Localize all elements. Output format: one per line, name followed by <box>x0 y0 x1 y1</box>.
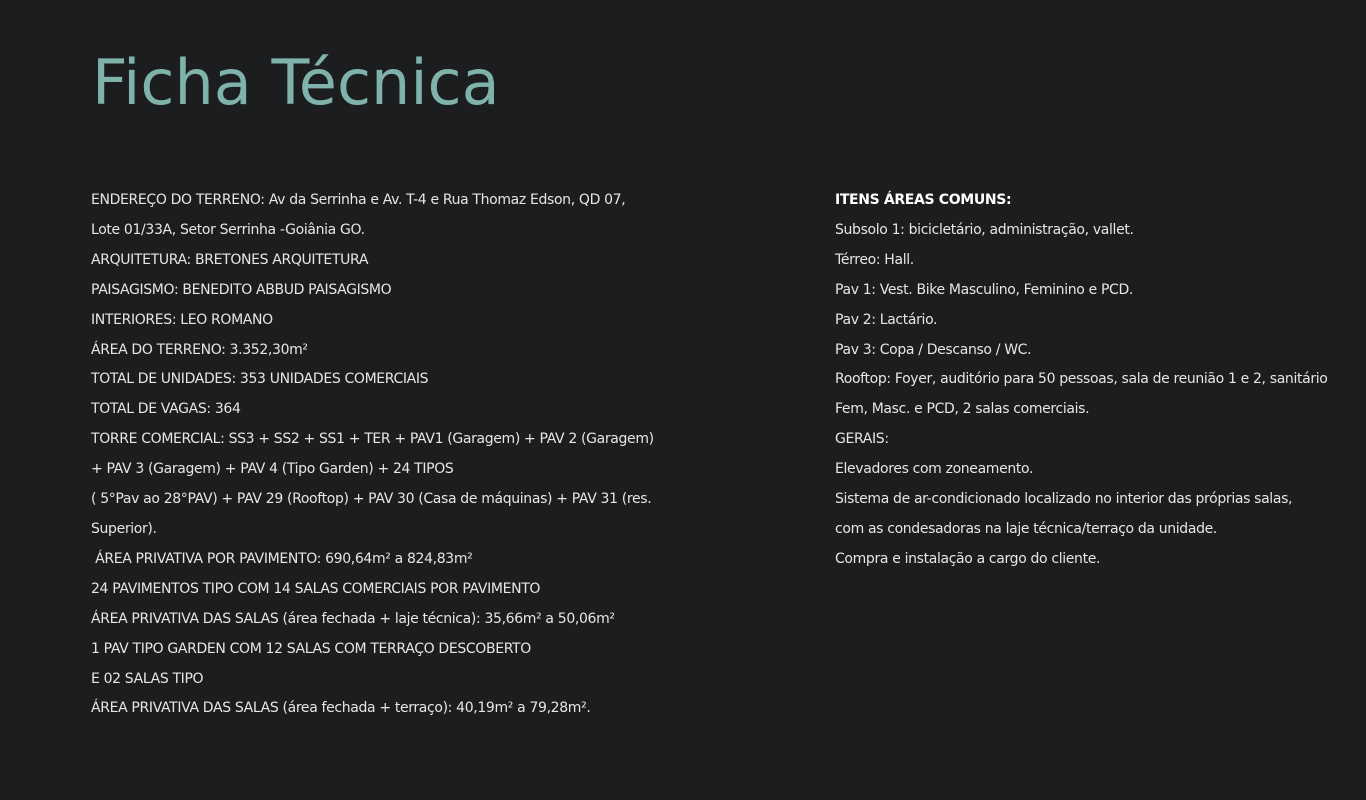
common-area-line: Pav 2: Lactário. <box>835 311 938 328</box>
spec-line: PAISAGISMO: BENEDITO ABBUD PAISAGISMO <box>91 281 392 298</box>
spec-line: Lote 01/33A, Setor Serrinha -Goiânia GO. <box>91 221 365 238</box>
spec-line: TOTAL DE VAGAS: 364 <box>91 401 241 418</box>
spec-line: ARQUITETURA: BRETONES ARQUITETURA <box>91 251 369 268</box>
spec-line: TOTAL DE UNIDADES: 353 UNIDADES COMERCIAIS <box>91 371 429 388</box>
common-area-line: Subsolo 1: bicicletário, administração, vallet. <box>835 221 1134 238</box>
spec-line: ÁREA PRIVATIVA DAS SALAS (área fechada + terraço): 40,19m² a 79,28m². <box>91 700 591 717</box>
common-area-line: Rooftop: Foyer, auditório para 50 pessoas, sala de reunião 1 e 2, sanitário <box>835 371 1328 388</box>
common-area-line: Fem, Masc. e PCD, 2 salas comerciais. <box>835 401 1090 418</box>
spec-line: E 02 SALAS TIPO <box>91 670 204 687</box>
common-area-line: Elevadores com zoneamento. <box>835 461 1034 478</box>
spec-line: + PAV 3 (Garagem) + PAV 4 (Tipo Garden) + 24 TIPOS <box>91 461 454 478</box>
common-area-line: com as condesadoras na laje técnica/terraço da unidade. <box>835 520 1217 537</box>
common-areas-column <box>835 186 1366 575</box>
spec-line: Superior). <box>91 520 157 537</box>
spec-line: 1 PAV TIPO GARDEN COM 12 SALAS COM TERRAÇO DESCOBERTO <box>91 640 531 657</box>
spec-line: INTERIORES: LEO ROMANO <box>91 311 273 328</box>
spec-line: ( 5°Pav ao 28°PAV) + PAV 29 (Rooftop) + PAV 30 (Casa de máquinas) + PAV 31 (res. <box>91 491 652 508</box>
page-title: Ficha Técnica <box>92 46 500 119</box>
spec-line: ÁREA PRIVATIVA POR PAVIMENTO: 690,64m² a 824,83m² <box>91 550 473 567</box>
spec-line: ENDEREÇO DO TERRENO: Av da Serrinha e Av. T-4 e Rua Thomaz Edson, QD 07, <box>91 192 626 208</box>
common-area-line: Pav 1: Vest. Bike Masculino, Feminino e PCD. <box>835 281 1133 298</box>
common-area-line: Compra e instalação a cargo do cliente. <box>835 550 1101 567</box>
common-area-line: Pav 3: Copa / Descanso / WC. <box>835 341 1032 358</box>
common-area-line: GERAIS: <box>835 431 889 448</box>
spec-line: ÁREA DO TERRENO: 3.352,30m² <box>91 341 308 358</box>
spec-line: ÁREA PRIVATIVA DAS SALAS (área fechada + laje técnica): 35,66m² a 50,06m² <box>91 610 615 627</box>
common-area-line: Térreo: Hall. <box>835 251 914 268</box>
technical-specs-column <box>91 186 731 724</box>
spec-line: 24 PAVIMENTOS TIPO COM 14 SALAS COMERCIAIS POR PAVIMENTO <box>91 580 541 597</box>
spec-line: TORRE COMERCIAL: SS3 + SS2 + SS1 + TER + PAV1 (Garagem) + PAV 2 (Garagem) <box>91 431 654 448</box>
common-area-line: Sistema de ar-condicionado localizado no interior das próprias salas, <box>835 491 1293 508</box>
common-areas-heading: ITENS ÁREAS COMUNS: <box>835 192 1012 208</box>
